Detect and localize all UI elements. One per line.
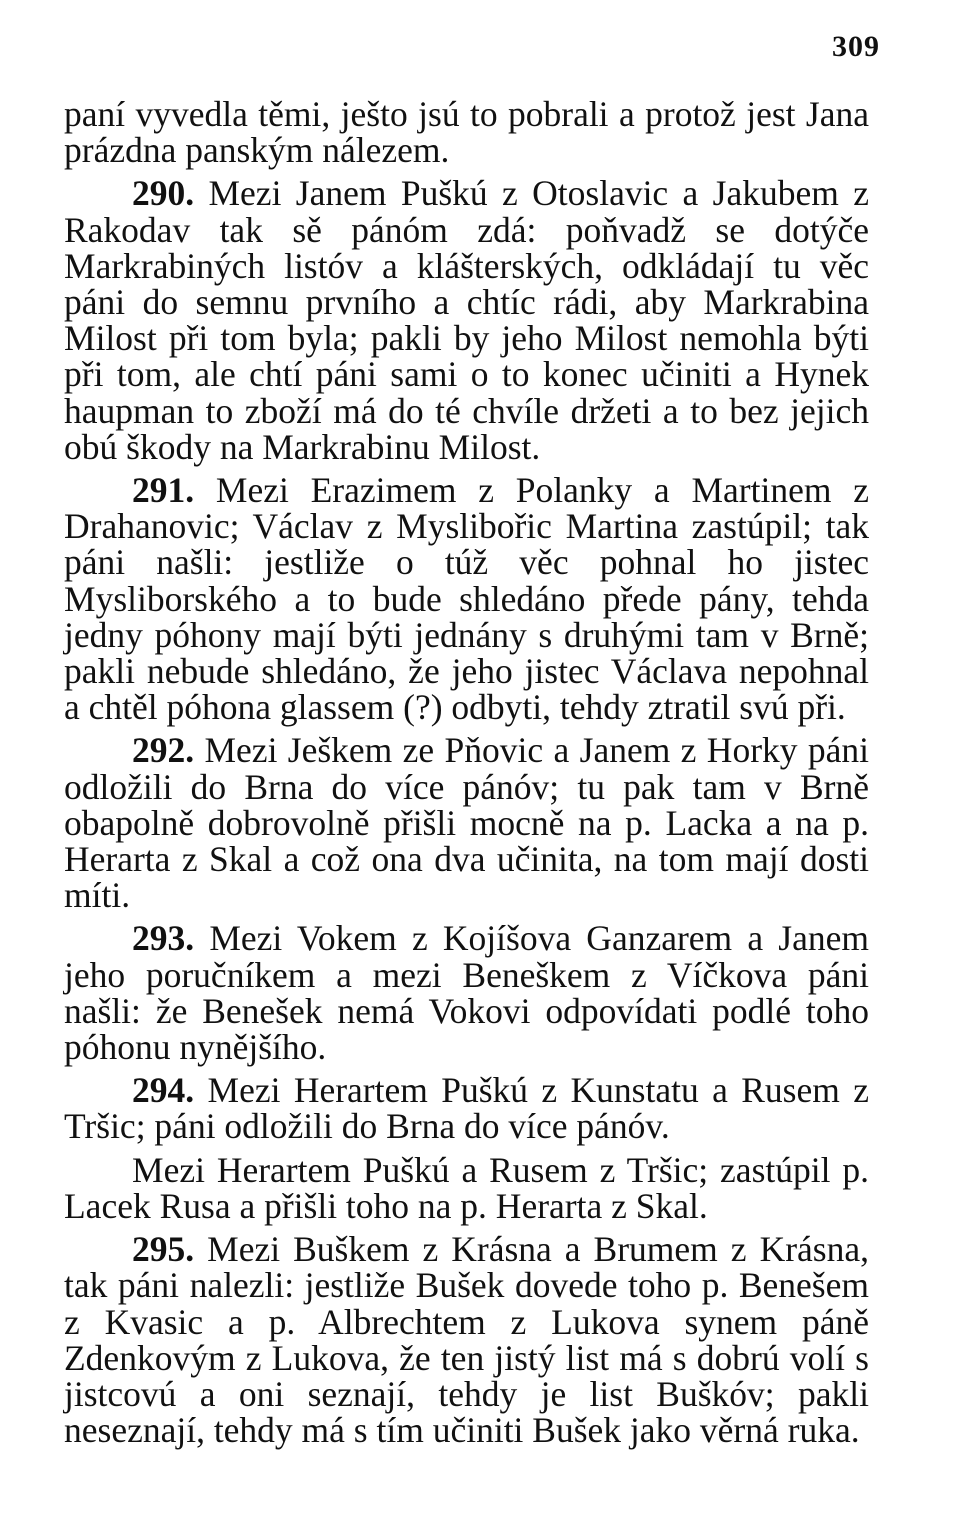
entry-number: 290. [132,173,195,214]
entry-number: 294. [132,1070,195,1111]
entry-number: 291. [132,470,195,511]
entry-number: 295. [132,1229,195,1270]
page-body [64,94,869,1451]
entry-text: Mezi Ješkem ze Pňovic a Janem z Horky páni odložili do Brna do více pánóv; tu pak tam v Brně obapolně dobrovolně přišli mocně na p. Lacka a na p. Herarta z Skal a což ona dva učinita, na tom mají dosti míti. [64,730,869,916]
entry-number: 293. [132,918,195,959]
entry-292 [64,730,869,916]
entry-number: 292. [132,730,195,771]
entry-text: Mezi Erazimem z Polanky a Martinem z Drahanovic; Václav z Myslibořic Martina zastúpil; tak páni našli: jestliže o túž věc pohnal ho jistec Mysliborského a to bude shledáno přede pány, tehda jedny póhony mají býti jednány s druhými tam v Brně; pakli nebude shledáno, že jeho jistec Václava nepohnal a chtěl póhona glassem (?) odbyti, tehdy ztratil svú při. [64,470,869,728]
entry-295 [64,1229,869,1451]
continuation-paragraph: paní vyvedla těmi, ješto jsú to pobrali a protož jest Jana prázdna panským nálezem. [64,94,869,171]
entry-text: Mezi Vokem z Kojíšova Ganzarem a Janem jeho poručníkem a mezi Beneškem z Víčkova páni našli: že Benešek nemá Vokovi odpovídati podlé toho póhonu nynějšího. [64,918,869,1068]
entry-290 [64,175,869,465]
entry-294-continuation [64,1149,869,1226]
entry-text: Mezi Janem Puškú z Otoslavic a Jakubem z Rakodav tak sě pánóm zdá: poňvadž se dotýče Markrabiných listóv a klášterských, odkládají tu věc páni do semnu prvního a chtíc rádi, aby Markrabina Milost při tom byla; pakli by jeho Milost nemohla býti při tom, ale chtí páni sami o to konec učiniti a Hynek haupman to zboží má do té chvíle držeti a to bez jejich obú škody na Markrabinu Milost. [64,173,869,467]
entry-text: Mezi Herartem Puškú a Rusem z Tršic; zastúpil p. Lacek Rusa a přišli toho na p. Herarta z Skal. [64,1149,869,1226]
entry-294 [64,1070,869,1147]
entry-293 [64,918,869,1068]
entry-text: Mezi Herartem Puškú z Kunstatu a Rusem z Tršic; páni odložili do Brna do více pánóv. [64,1070,869,1147]
page-number: 309 [832,30,880,63]
entry-text: Mezi Buškem z Krásna a Brumem z Krásna, tak páni nalezli: jestliže Bušek dovede toho p. Benešem z Kvasic a p. Albrechtem z Lukova synem páně Zdenkovým z Lukova, že ten jistý list má s dobrú volí s jistcovú a oni seznají, tehdy je list Buškóv; pakli neseznají, tehdy má s tím učiniti Bušek jako věrná ruka. [64,1229,869,1451]
entry-291 [64,470,869,728]
